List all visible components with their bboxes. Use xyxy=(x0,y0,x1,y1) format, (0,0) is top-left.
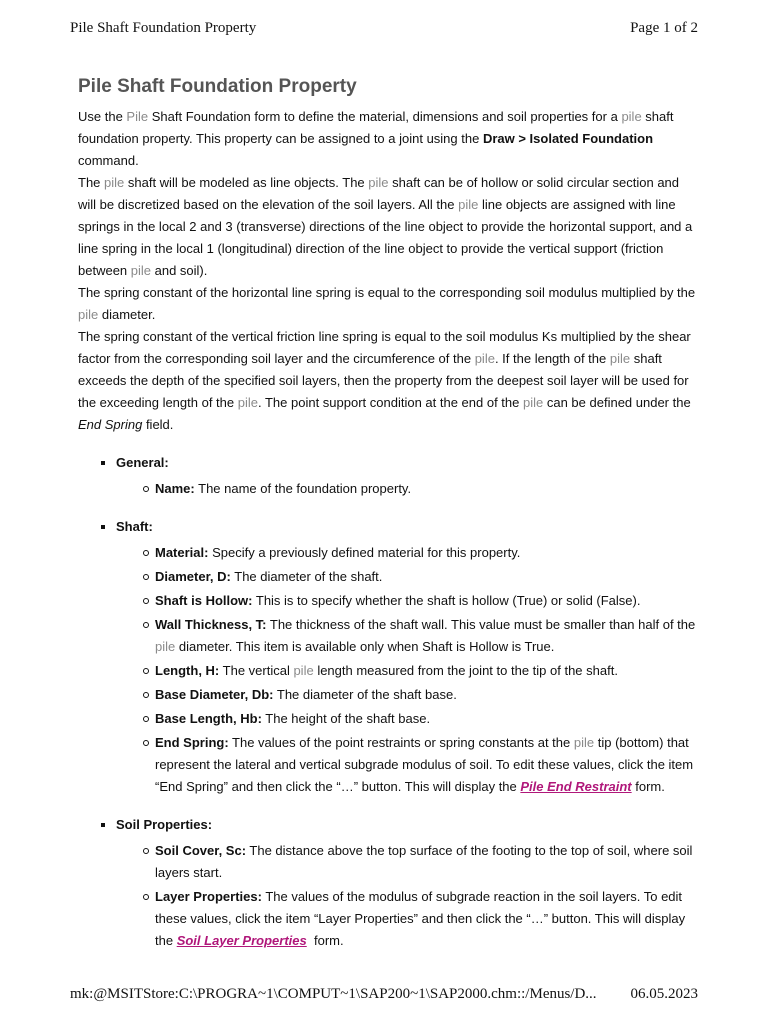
shaft-section-title: Shaft: xyxy=(78,516,700,538)
shaft-material-item: Material: Specify a previously defined material for this property. xyxy=(78,542,700,564)
horizontal-spring-paragraph: The spring constant of the horizontal line spring is equal to the corresponding soil modulus multiplied by the pile diameter. xyxy=(78,285,696,322)
shaft-hollow-item: Shaft is Hollow: This is to specify whether the shaft is hollow (True) or solid (False). xyxy=(78,590,700,612)
soil-section xyxy=(78,814,700,952)
header-page-number: Page 1 of 2 xyxy=(630,20,698,36)
document-body xyxy=(78,74,700,954)
shaft-section xyxy=(78,516,700,798)
shaft-length-item: Length, H: The vertical pile length measured from the joint to the tip of the shaft. xyxy=(78,660,700,682)
shaft-diameter-item: Diameter, D: The diameter of the shaft. xyxy=(78,566,700,588)
page-header xyxy=(70,20,698,37)
footer-path: mk:@MSITStore:C:\PROGRA~1\COMPUT~1\SAP200~1\SAP2000.chm::/Menus/D... xyxy=(70,986,597,1002)
menu-path: Draw > Isolated Foundation xyxy=(482,131,654,146)
general-section xyxy=(78,452,700,500)
header-title: Pile Shaft Foundation Property xyxy=(70,20,257,36)
soil-cover-item: Soil Cover, Sc: The distance above the top surface of the footing to the top of soil, where soil layers start. xyxy=(78,840,700,884)
soil-layer-properties-link[interactable]: Soil Layer Properties xyxy=(176,933,307,948)
page-heading: Pile Shaft Foundation Property xyxy=(78,76,357,97)
shaft-end-spring-item: End Spring: The values of the point restraints or spring constants at the pile tip (bottom) that represent the lateral and vertical subgrade modulus of soil. To edit these values, click the item “End Spring” and then click the “…” button. This will display the Pile End Restraint form. xyxy=(78,732,700,798)
footer-date: 06.05.2023 xyxy=(630,986,698,1002)
modeling-paragraph: The pile shaft will be modeled as line objects. The pile shaft can be of hollow or solid circular section and will be discretized based on the elevation of the soil layers. All the pile line objects are assigned with line springs in the local 2 and 3 (transverse) directions of the line object to provide the horizontal support, and a line spring in the local 1 (longitudinal) direction of the line object to provide the vertical support (friction between pile and soil). xyxy=(78,175,693,278)
pile-end-restraint-link[interactable]: Pile End Restraint xyxy=(520,779,632,794)
general-section-title: General: xyxy=(78,452,700,474)
intro-paragraph: Use the Pile Shaft Foundation form to define the material, dimensions and soil properties for a pile shaft foundation property. This property can be assigned to a joint using the Draw > Isolated Foundation command. xyxy=(78,109,674,168)
page-footer xyxy=(70,986,698,1003)
soil-section-title: Soil Properties: xyxy=(78,814,700,836)
vertical-spring-paragraph: The spring constant of the vertical friction line spring is equal to the soil modulus Ks multiplied by the shear factor from the corresponding soil layer and the circumference of the pile. If the length of the pile shaft exceeds the depth of the specified soil layers, then the property from the deepest soil layer will be used for the exceeding length of the pile. The point support condition at the end of the pile can be defined under the End Spring field. xyxy=(78,329,691,432)
shaft-base-length-item: Base Length, Hb: The height of the shaft base. xyxy=(78,708,700,730)
general-name-item: Name: The name of the foundation property. xyxy=(78,478,700,500)
soil-layer-properties-item: Layer Properties: The values of the modulus of subgrade reaction in the soil layers. To edit these values, click the item “Layer Properties” and then click the “…” button. This will display the Soil Layer Properties form. xyxy=(78,886,700,952)
shaft-base-diameter-item: Base Diameter, Db: The diameter of the shaft base. xyxy=(78,684,700,706)
shaft-wall-thickness-item: Wall Thickness, T: The thickness of the shaft wall. This value must be smaller than half of the pile diameter. This item is available only when Shaft is Hollow is True. xyxy=(78,614,700,658)
